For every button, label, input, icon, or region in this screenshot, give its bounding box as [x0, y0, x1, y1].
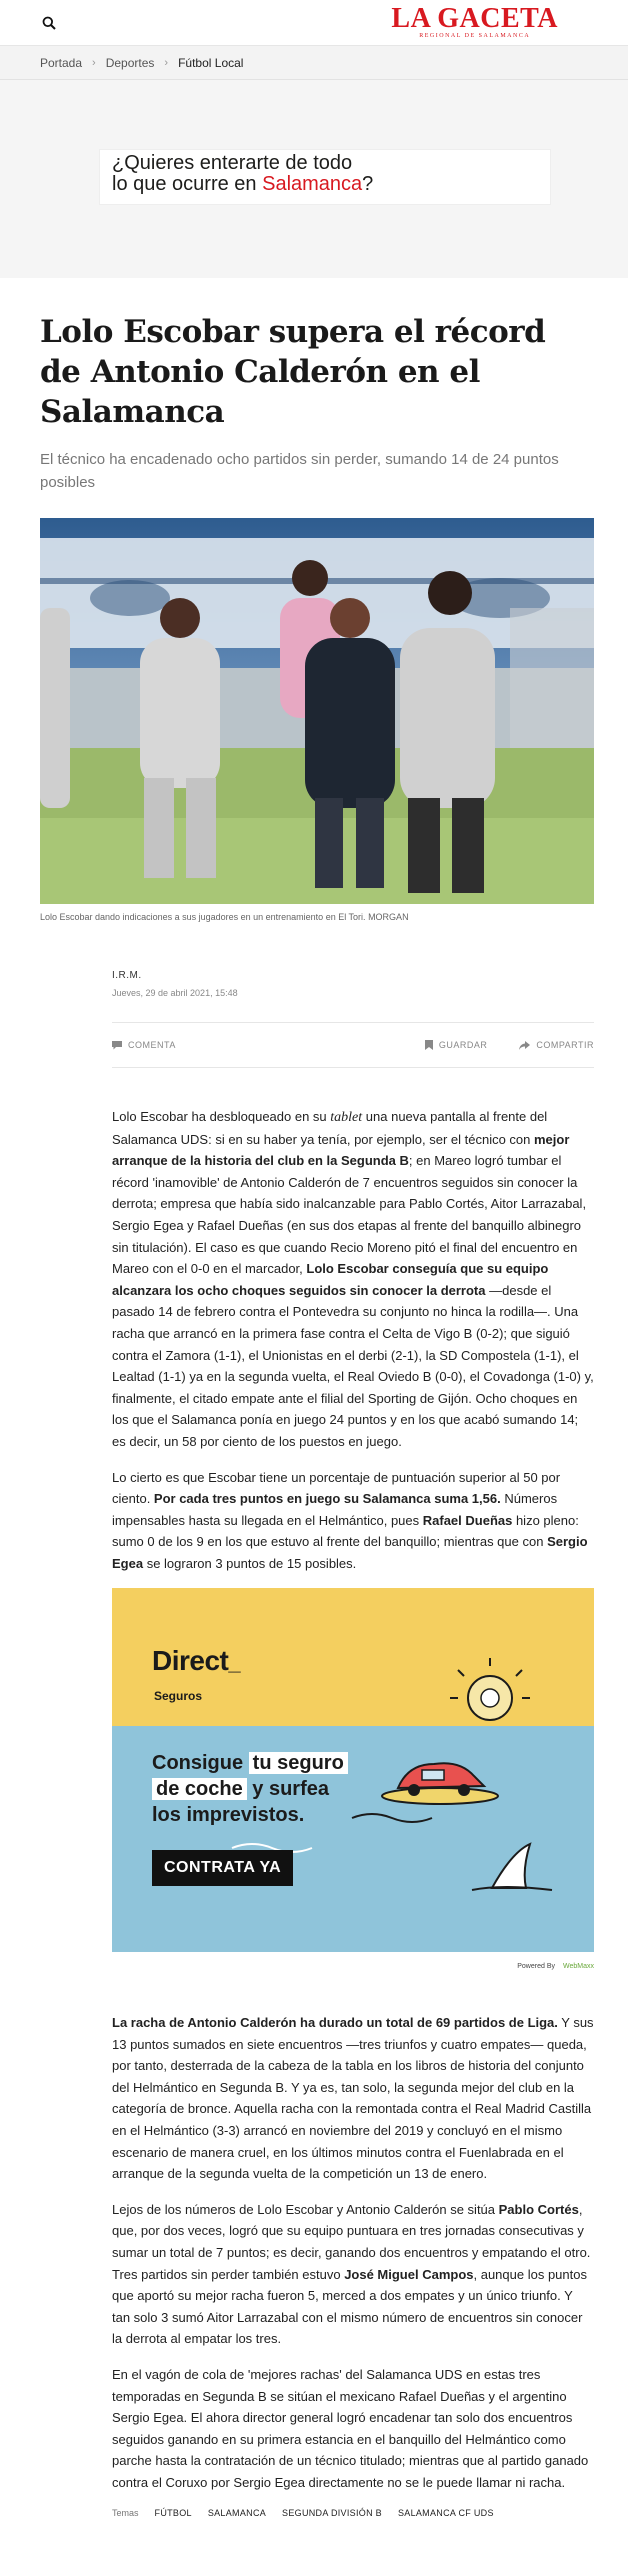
paragraph-3: [112, 2012, 594, 2185]
direct-seguros-ad[interactable]: [112, 1588, 594, 1952]
top-ad-line-2: [112, 174, 373, 195]
search-icon[interactable]: [38, 12, 60, 34]
text-run: Por cada tres puntos en juego su Salamanca suma 1,56.: [153, 1491, 501, 1507]
direct-logo: Direct_: [152, 1645, 241, 1677]
photo-caption-text: Lolo Escobar dando indicaciones a sus jugadores en un entrenamiento en El Tori.: [40, 912, 366, 922]
comment-label: COMENTA: [128, 1040, 176, 1050]
tags: [112, 2508, 594, 2518]
site-header: [0, 0, 628, 46]
text-run: , aunque los puntos que aportó su mejor racha fueron 5, merced a dos empates y un único triunfo. Y tan solo 3 sumó Aitor Larrazabal con el mismo número de encuentros sin conocer la derrota al empatar los tres.: [112, 2266, 587, 2347]
top-ad-line-1: ¿Quieres enterarte de todo: [112, 152, 353, 174]
ad-headline-3: los imprevistos.: [152, 1804, 305, 1827]
ad-line-2-highlight: de coche: [152, 1778, 247, 1800]
photo-credit: MORGAN: [368, 912, 409, 922]
site-logo[interactable]: [391, 3, 558, 39]
text-run: Lolo Escobar ha desbloqueado en su: [112, 1109, 331, 1124]
text-run: La racha de Antonio Calderón ha durado un total de 69 partidos de Liga.: [112, 2015, 558, 2031]
bookmark-icon: [425, 1040, 433, 1050]
text-run: una nueva pantalla al frente del Salamanca UDS: si en su haber ya tenía, por ejemplo, ser el técnico con: [112, 1109, 548, 1147]
article-title: Lolo Escobar supera el récord de Antonio Calderón en el Salamanca: [40, 314, 546, 430]
top-ad-banner[interactable]: [0, 80, 628, 278]
text-run: se lograron 3 puntos de 15 posibles.: [143, 1555, 357, 1571]
ad-headline-2: [152, 1776, 348, 1802]
article-body: [40, 1106, 594, 2494]
tags-label: Temas: [112, 2507, 139, 2518]
top-ad-highlight: Salamanca: [262, 173, 363, 195]
text-run: ; en Mareo logró tumbar el récord 'inamovible' de Antonio Calderón de 7 encuentros seguidos sin conocer la derrota; empresa que había sido inalcanzable para Pablo Cortés, Aitor Larrazabal, Sergio Egea y Rafael Dueñas (en sus dos etapas al frente del banquillo albinegro sin titulación). El caso es que cuando Recio Moreno pitó el final del encuentro en Mareo con el 0-0 en el marcador,: [112, 1153, 587, 1277]
top-ad-text: [112, 153, 373, 195]
article-subtitle: El técnico ha encadenado ocho partidos sin perder, sumando 14 de 24 puntos posibles: [40, 451, 559, 491]
tag-item[interactable]: FÚTBOL: [154, 2507, 192, 2518]
direct-logo-text: Direct: [152, 1645, 229, 1677]
text-run: mejor arranque de la historia del club en la Segunda B: [112, 1131, 570, 1169]
share-label: COMPARTIR: [536, 1040, 594, 1050]
ad-line-2-text: y surfea: [246, 1778, 329, 1801]
ad-line-1-text: Consigue: [152, 1752, 249, 1775]
text-run: —desde el pasado 14 de febrero contra el Pontevedra su conjunto no hinca la rodilla—. Una racha que arrancó en la primera fase contra el Celta de Vigo B (0-2); que siguió contra el Zamora (1-1), el Unionistas en el derbi (2-1), la SD Compostela (1-1), el Lealtad (1-1) ya en la segunda vuelta, el Real Oviedo B (0-0), el Covadonga (1-0) y, finalmente, el citado empate ante el filial del Sporting de Gijón. Ocho choques en los que el Salamanca ponía en juego 24 puntos y en los que acabó sumando 14; es decir, un 58 por ciento de los puestos en juego.: [112, 1282, 594, 1449]
paragraph-5: [112, 2364, 594, 2494]
powered-by: [112, 1956, 594, 1978]
text-run: Números impensables hasta su llegada en el Helmántico, pues: [112, 1491, 558, 1528]
text-run: Lolo Escobar conseguía que su equipo alcanzara los ocho choques seguidos sin conocer la derrota: [112, 1261, 549, 1298]
text-run: , que, por dos veces, logró que su equipo puntuara en tres jornadas consecutivas y sumar un total de 7 puntos; es decir, ganando dos encuentros y empatando el otro. Tres partidos sin perder también estuvo: [112, 2201, 591, 2282]
divider: [112, 1067, 594, 1068]
article-actions: [112, 1023, 594, 1067]
article-meta: [112, 970, 594, 998]
top-ad-line-2-text: lo que ocurre en: [112, 173, 263, 195]
powered-brand[interactable]: WebMaxx: [563, 1963, 594, 1971]
text-run: Rafael Dueñas: [422, 1512, 513, 1528]
direct-logo-sub: Seguros: [154, 1689, 203, 1704]
chevron-right-icon: ›: [92, 56, 96, 69]
comment-icon: [112, 1041, 122, 1050]
tag-item[interactable]: SALAMANCA CF UDS: [397, 2507, 494, 2518]
share-button[interactable]: [519, 1040, 594, 1050]
paragraph-1: [112, 1106, 594, 1453]
powered-label: Powered By: [517, 1963, 555, 1971]
comment-button[interactable]: [112, 1040, 176, 1050]
breadcrumb-portada[interactable]: Portada: [40, 55, 83, 70]
top-ad-line-2-end: ?: [362, 173, 374, 195]
ad-headline: [152, 1750, 348, 1828]
article-date: Jueves, 29 de abril 2021, 15:48: [112, 988, 238, 998]
ad-headline-1: [152, 1750, 348, 1776]
paragraph-4: [112, 2199, 594, 2350]
save-label: GUARDAR: [438, 1040, 488, 1050]
text-run: Pablo Cortés: [498, 2201, 579, 2217]
ad-line-1-highlight: tu seguro: [249, 1752, 348, 1774]
article-author[interactable]: I.R.M.: [112, 970, 142, 981]
save-button[interactable]: [425, 1040, 488, 1050]
text-run: tablet: [330, 1110, 363, 1125]
text-run: Y sus 13 puntos sumados en siete encuentros —tres triunfos y cuatro empates— queda, por tanto, desterrada de la cabeza de la tabla en los libros de historia del conjunto del Helmántico en Segunda B. Y ya es, tan solo, la segunda mejor del club en la categoría de bronce. Aquella racha con la remontada contra el Real Madrid Castilla en el Helmántico (3-3) arrancó en noviembre del 2019 y concluyó en el mismo escenario de manera cruel, en los últimos minutos contra el Fuenlabrada en el arranque de la segunda vuelta de la competición un 13 de enero.: [112, 2015, 594, 2182]
breadcrumb-futbol-local[interactable]: Fútbol Local: [178, 55, 244, 70]
breadcrumb: [0, 46, 628, 80]
contrata-ya-button[interactable]: CONTRATA YA: [152, 1850, 293, 1886]
text-run: José Miguel Campos: [344, 2266, 474, 2282]
paragraph-2: [112, 1467, 594, 1575]
logo-text: LA GACETA: [391, 3, 558, 34]
text-run: En el vagón de cola de 'mejores rachas' del Salamanca UDS en estas tres temporadas en Segunda B se sitúan el mexicano Rafael Dueñas y el argentino Sergio Egea. El ahora director general logró encadenar tan solo dos encuentros seguidos ganando en su primera estancia en el banquillo del Helmántico como parche hasta la contratación de un técnico titulado; mientras que al partido ganado contra el Coruxo por Sergio Egea directamente no se le puede llamar ni racha.: [112, 2366, 589, 2490]
tag-item[interactable]: SALAMANCA: [207, 2507, 267, 2518]
tag-item[interactable]: SEGUNDA DIVISIÓN B: [282, 2507, 382, 2518]
share-icon: [519, 1041, 530, 1050]
text-run: Lo cierto es que Escobar tiene un porcentaje de puntuación superior al 50 por ciento.: [112, 1469, 561, 1507]
photo-caption: [40, 912, 594, 922]
article-photo[interactable]: [40, 518, 594, 904]
text-run: Lejos de los números de Lolo Escobar y Antonio Calderón se sitúa: [112, 2201, 499, 2217]
article: [0, 312, 628, 2518]
text-run: Sergio Egea: [112, 1534, 588, 1571]
logo-subtitle: REGIONAL DE SALAMANCA: [419, 33, 531, 39]
chevron-right-icon: ›: [164, 56, 169, 69]
text-run: hizo pleno: sumo 0 de los 9 en los que estuvo al frente del banquillo; mientras que con: [112, 1512, 579, 1550]
breadcrumb-deportes[interactable]: Deportes: [105, 55, 155, 70]
